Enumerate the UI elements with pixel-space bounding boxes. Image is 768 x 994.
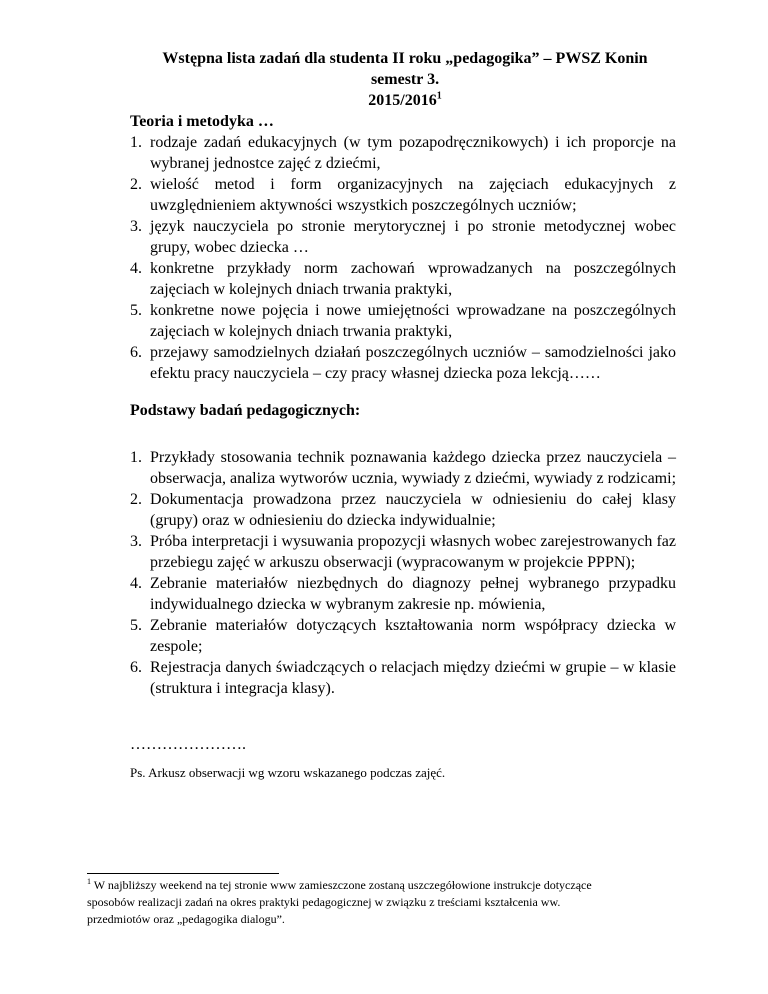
list-item	[130, 342, 676, 384]
list-item-text: wielość metod i form organizacyjnych na zajęciach edukacyjnych z uwzględnieniem aktywności wszystkich poszczególnych uczniów;	[150, 176, 676, 214]
list-item-number: 1.	[130, 449, 142, 466]
list-item-number: 2.	[130, 176, 142, 193]
list-item-number: 2.	[130, 491, 142, 508]
list-item-text: Zebranie materiałów niezbędnych do diagnozy pełnej wybranego przypadku indywidualnego dziecka w wybranym zakresie np. mówienia,	[150, 575, 676, 613]
list-item-text: Przykłady stosowania technik poznawania każdego dziecka przez nauczyciela – obserwacja, analiza wytworów ucznia, wywiady z dziećmi, wywiady z rodzicami;	[150, 449, 677, 487]
footnote	[87, 877, 667, 928]
list-item	[130, 615, 676, 657]
title-line-1: Wstępna lista zadań dla studenta II roku „pedagogika” – PWSZ Konin	[162, 50, 648, 67]
postscript-note: Ps. Arkusz obserwacji wg wzoru wskazanego podczas zajęć.	[130, 765, 446, 780]
list-item-number: 4.	[130, 575, 142, 592]
list-item	[130, 657, 676, 699]
list-item-text: Rejestracja danych świadczących o relacjach między dziećmi w grupie – w klasie (struktura i integracja klasy).	[150, 659, 676, 697]
academic-year: 2015/2016	[368, 92, 437, 109]
footnote-line-2: sposobów realizacji zadań na okres praktyki pedagogicznej w związku z treściami kształcenia ww.	[87, 895, 561, 909]
theory-task-list	[130, 132, 676, 384]
list-item-number: 3.	[130, 533, 142, 550]
footnote-reference[interactable]: 1	[436, 90, 442, 102]
section-heading-research: Podstawy badań pedagogicznych:	[130, 402, 361, 419]
list-item-number: 5.	[130, 302, 142, 319]
list-item	[130, 174, 676, 216]
title-line-3	[130, 90, 680, 111]
footnote-separator	[87, 873, 279, 874]
list-item-text: Dokumentacja prowadzona przez nauczyciela w odniesieniu do całej klasy (grupy) oraz w odniesieniu do dziecka indywidualnie;	[150, 491, 676, 529]
document-title	[130, 48, 680, 111]
title-line-2: semestr 3.	[370, 71, 440, 88]
list-item	[130, 216, 676, 258]
list-item-number: 1.	[130, 134, 142, 151]
list-item-text: Próba interpretacji i wysuwania propozycji własnych wobec zarejestrowanych faz przebiegu zajęć w arkuszu obserwacji (wypracowanym w projekcie PPPN);	[150, 533, 676, 571]
list-item-number: 5.	[130, 617, 142, 634]
footnote-line-1: W najbliższy weekend na tej stronie www zamieszczone zostaną uszczegółowione instrukcje dotyczące	[91, 878, 592, 892]
list-item-text: rodzaje zadań edukacyjnych (w tym pozapodręcznikowych) i ich proporcje na wybranej jednostce zajęć z dziećmi,	[150, 134, 676, 172]
list-item	[130, 531, 676, 573]
list-item	[130, 300, 676, 342]
list-item-number: 6.	[130, 659, 142, 676]
list-item-number: 6.	[130, 344, 142, 361]
list-item-number: 4.	[130, 260, 142, 277]
footnote-line-3: przedmiotów oraz „pedagogika dialogu”.	[87, 912, 285, 926]
list-item	[130, 489, 676, 531]
list-item-text: język nauczyciela po stronie merytorycznej i po stronie metodycznej wobec grupy, wobec dziecka …	[150, 218, 676, 256]
list-item-text: Zebranie materiałów dotyczących kształtowania norm współpracy dziecka w zespole;	[150, 617, 676, 655]
list-item	[130, 132, 676, 174]
list-item-number: 3.	[130, 218, 142, 235]
section-heading-theory: Teoria i metodyka …	[130, 113, 274, 130]
list-item	[130, 258, 676, 300]
list-item-text: konkretne nowe pojęcia i nowe umiejętności wprowadzane na poszczególnych zajęciach w kolejnych dniach trwania praktyki,	[150, 302, 676, 340]
research-task-list	[130, 447, 676, 699]
ellipsis-dots: ………………….	[130, 736, 246, 753]
list-item-text: konkretne przykłady norm zachowań wprowadzanych na poszczególnych zajęciach w kolejnych dniach trwania praktyki,	[150, 260, 676, 298]
list-item	[130, 573, 676, 615]
footnote-number: 1	[87, 877, 91, 886]
list-item-text: przejawy samodzielnych działań poszczególnych uczniów – samodzielności jako efektu pracy nauczyciela – czy pracy własnej dziecka poza lekcją……	[150, 344, 676, 382]
list-item	[130, 447, 676, 489]
